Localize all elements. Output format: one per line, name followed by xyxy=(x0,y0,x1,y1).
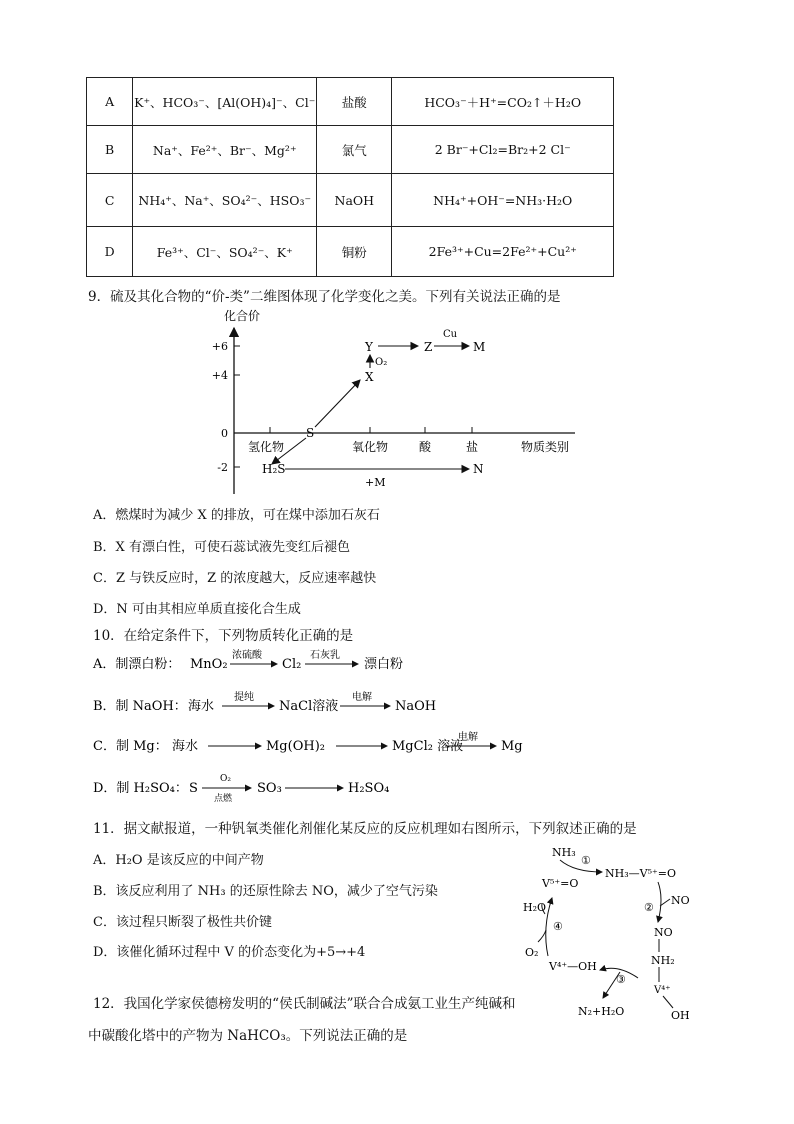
y-tick-label: 0 xyxy=(221,427,228,440)
x-cat-label: 氢化物 xyxy=(247,440,285,454)
q10c-s3: MgCl₂ 溶液 xyxy=(392,739,464,754)
x-cat-label: 盐 xyxy=(465,440,479,454)
catalytic-cycle-diagram xyxy=(508,838,708,1024)
ions-cell: Fe³⁺、Cl⁻、SO₄²⁻、K⁺ xyxy=(133,227,317,277)
q10a-c1: 浓硫酸 xyxy=(232,650,262,661)
q10c-prefix: C．制 Mg： xyxy=(93,739,168,754)
q12-line1: 12．我国化学家侯德榜发明的“侯氏制碱法”联合合成氨工业生产纯碱和 xyxy=(93,996,516,1012)
q10c-s2: Mg(OH)₂ xyxy=(266,739,325,754)
y-tick-label: +4 xyxy=(211,369,228,382)
q9-option-d: D．N 可由其相应单质直接化合生成 xyxy=(93,602,301,617)
q10d-prefix: D．制 H₂SO₄： xyxy=(93,781,188,796)
ions-cell: K⁺、HCO₃⁻、[Al(OH)₄]⁻、Cl⁻ xyxy=(133,78,317,126)
cycle-nh3v: NH₃—V⁵⁺=O xyxy=(605,867,677,880)
q10a-prefix: A．制漂白粉： xyxy=(93,657,181,672)
y-axis-title: 化合价 xyxy=(224,309,261,323)
equation-cell: 2Fe³⁺+Cu=2Fe²⁺+Cu²⁺ xyxy=(392,227,614,277)
q10c-s4: Mg xyxy=(501,739,523,754)
cycle-no-n: NO xyxy=(654,926,673,939)
q9-option-c: C．Z 与铁反应时，Z 的浓度越大，反应速率越快 xyxy=(93,571,377,586)
ions-cell: Na⁺、Fe²⁺、Br⁻、Mg²⁺ xyxy=(133,126,317,174)
reagent-cell: NaOH xyxy=(317,174,392,227)
q10a-s3: 漂白粉 xyxy=(364,657,404,672)
table-row xyxy=(87,174,614,227)
cycle-step4: ④ xyxy=(553,920,563,933)
table-row xyxy=(87,227,614,277)
cycle-step3: ③ xyxy=(616,973,626,986)
cycle-v5o: V⁵⁺=O xyxy=(542,877,579,890)
point-h2s: H₂S xyxy=(262,462,286,476)
q11-option-c: C．该过程只断裂了极性共价键 xyxy=(93,915,272,930)
q12-line2: 中碳酸化塔中的产物为 NaHCO₃。下列说法正确的是 xyxy=(88,1028,408,1044)
row-label: C xyxy=(87,174,133,227)
cycle-n2h2o: N₂+H₂O xyxy=(578,1005,625,1018)
valence-class-diagram xyxy=(211,306,585,496)
y-tick-label: -2 xyxy=(217,461,228,474)
cycle-oh-pendant: OH xyxy=(671,1009,690,1022)
q10a-c2: 石灰乳 xyxy=(310,650,340,661)
q10a-s1: MnO₂ xyxy=(190,657,228,672)
cycle-h2o: H₂O xyxy=(523,901,547,914)
ions-cell: NH₄⁺、Na⁺、SO₄²⁻、HSO₃⁻ xyxy=(133,174,317,227)
point-s: S xyxy=(306,426,315,440)
q10b-s3: NaOH xyxy=(395,699,437,714)
reagent-cell: 盐酸 xyxy=(317,78,392,126)
q10-stem: 10．在给定条件下，下列物质转化正确的是 xyxy=(93,628,354,644)
point-m: M xyxy=(473,340,486,354)
reagent-cell: 铜粉 xyxy=(317,227,392,277)
q9-stem: 9．硫及其化合物的“价-类”二维图体现了化学变化之美。下列有关说法正确的是 xyxy=(88,289,561,305)
q10b-c2: 电解 xyxy=(352,692,372,703)
cycle-v4-pendant: V⁴⁺ xyxy=(654,985,671,996)
q10b-c1: 提纯 xyxy=(234,692,254,703)
equation-cell: HCO₃⁻＋H⁺=CO₂↑＋H₂O xyxy=(392,78,614,126)
q11-option-b: B．该反应利用了 NH₃ 的还原性除去 NO，减少了空气污染 xyxy=(93,884,438,899)
cycle-o2: O₂ xyxy=(525,946,539,959)
cycle-nh3: NH₃ xyxy=(552,846,576,859)
q10d-s3: H₂SO₄ xyxy=(348,781,390,796)
q10b-prefix: B．制 NaOH： xyxy=(93,699,187,714)
arrow-s-to-x xyxy=(315,380,360,427)
q10d-c1-top: O₂ xyxy=(220,774,231,784)
equation-cell: 2 Br⁻+Cl₂=Br₂+2 Cl⁻ xyxy=(392,126,614,174)
table-row xyxy=(87,78,614,126)
q11-stem: 11．据文献报道，一种钒氧类催化剂催化某反应的反应机理如右图所示，下列叙述正确的是 xyxy=(93,821,637,837)
reagent-cell: 氯气 xyxy=(317,126,392,174)
q10d-s2: SO₃ xyxy=(257,781,282,796)
q10-conversions xyxy=(90,646,530,806)
q9-option-b: B．X 有漂白性，可使石蕊试液先变红后褪色 xyxy=(93,540,350,555)
x-axis-title: 物质类别 xyxy=(520,440,570,454)
cycle-step1: ① xyxy=(581,854,591,867)
point-z: Z xyxy=(424,340,433,354)
arrow-label-plus-m: +M xyxy=(365,476,386,489)
q11-option-d: D．该催化循环过程中 V 的价态变化为+5→+4 xyxy=(93,945,366,960)
cycle-no: NO xyxy=(671,894,690,907)
point-n: N xyxy=(473,462,484,476)
ion-table xyxy=(86,77,614,277)
x-cat-label: 酸 xyxy=(418,440,432,454)
q10a-s2: Cl₂ xyxy=(282,657,302,672)
arrow-label-o2: O₂ xyxy=(375,357,388,368)
y-tick-label: +6 xyxy=(211,340,228,353)
row-label: D xyxy=(87,227,133,277)
q10d-c1-bot: 点燃 xyxy=(214,794,233,804)
q10b-s1: 海水 xyxy=(188,699,215,714)
row-label: A xyxy=(87,78,133,126)
cycle-nh2: NH₂ xyxy=(651,954,675,967)
point-x: X xyxy=(365,370,374,384)
x-cat-label: 氧化物 xyxy=(351,440,389,454)
point-y: Y xyxy=(365,340,373,354)
row-label: B xyxy=(87,126,133,174)
q10d-s1: S xyxy=(189,781,198,796)
q10c-c3: 电解 xyxy=(458,732,478,743)
q9-option-a: A．燃煤时为减少 X 的排放，可在煤中添加石灰石 xyxy=(93,508,380,523)
arrow-label-cu: Cu xyxy=(443,329,458,340)
table-row xyxy=(87,126,614,174)
cycle-v4oh: V⁴⁺—OH xyxy=(549,960,597,973)
equation-cell: NH₄⁺+OH⁻=NH₃·H₂O xyxy=(392,174,614,227)
q11-option-a: A．H₂O 是该反应的中间产物 xyxy=(93,853,264,868)
cycle-step2: ② xyxy=(644,901,654,914)
q10b-s2: NaCl溶液 xyxy=(279,699,339,714)
q10c-s1: 海水 xyxy=(172,739,199,754)
